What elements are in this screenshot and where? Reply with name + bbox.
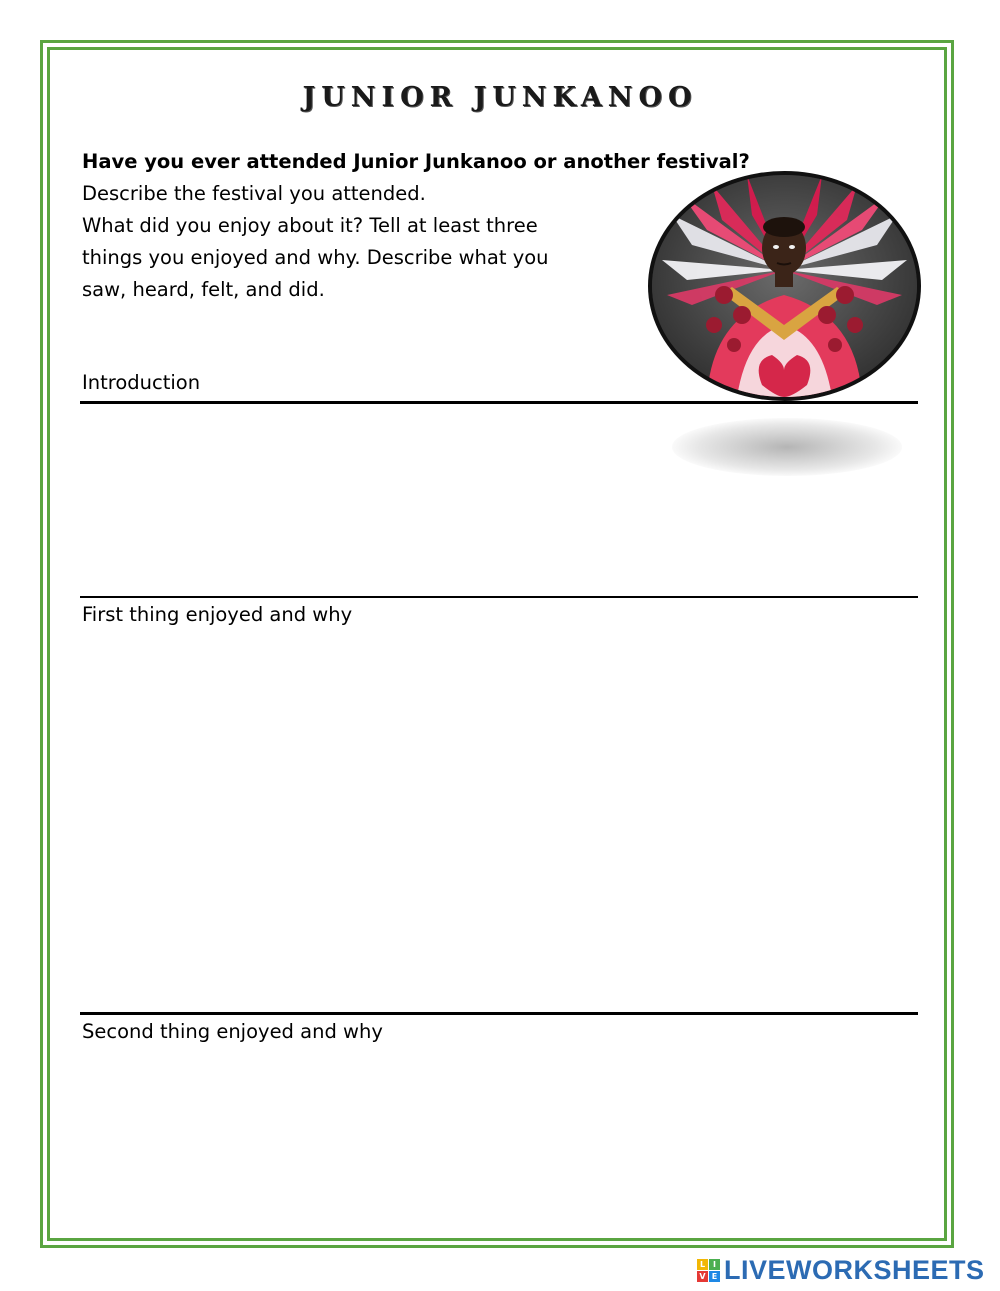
logo-block: I [709, 1259, 720, 1270]
worksheet-title: JUNIOR JUNKANOO [302, 82, 698, 113]
logo-block: V [697, 1271, 708, 1282]
junkanoo-costume-photo [652, 175, 917, 397]
prompt-line: saw, heard, felt, and did. [82, 278, 325, 301]
liveworksheets-logo [697, 1254, 985, 1286]
logo-block: E [709, 1271, 720, 1282]
answer-line-introduction[interactable] [80, 401, 918, 404]
prompt-line: Describe the festival you attended. [82, 182, 426, 205]
prompt-heading: Have you ever attended Junior Junkanoo or another festival? [82, 150, 750, 173]
logo-block: L [697, 1259, 708, 1270]
prompt-line: things you enjoyed and why. Describe what you [82, 246, 549, 269]
section-divider [80, 1012, 918, 1015]
prompt-line: What did you enjoy about it? Tell at least three [82, 214, 538, 237]
photo-shadow [672, 418, 902, 476]
section-label-introduction: Introduction [82, 371, 201, 394]
logo-blocks-icon [697, 1259, 720, 1282]
section-label-second-thing: Second thing enjoyed and why [82, 1020, 383, 1043]
section-label-first-thing: First thing enjoyed and why [82, 603, 353, 626]
section-divider [80, 596, 918, 598]
logo-text: LIVEWORKSHEETS [724, 1254, 985, 1285]
